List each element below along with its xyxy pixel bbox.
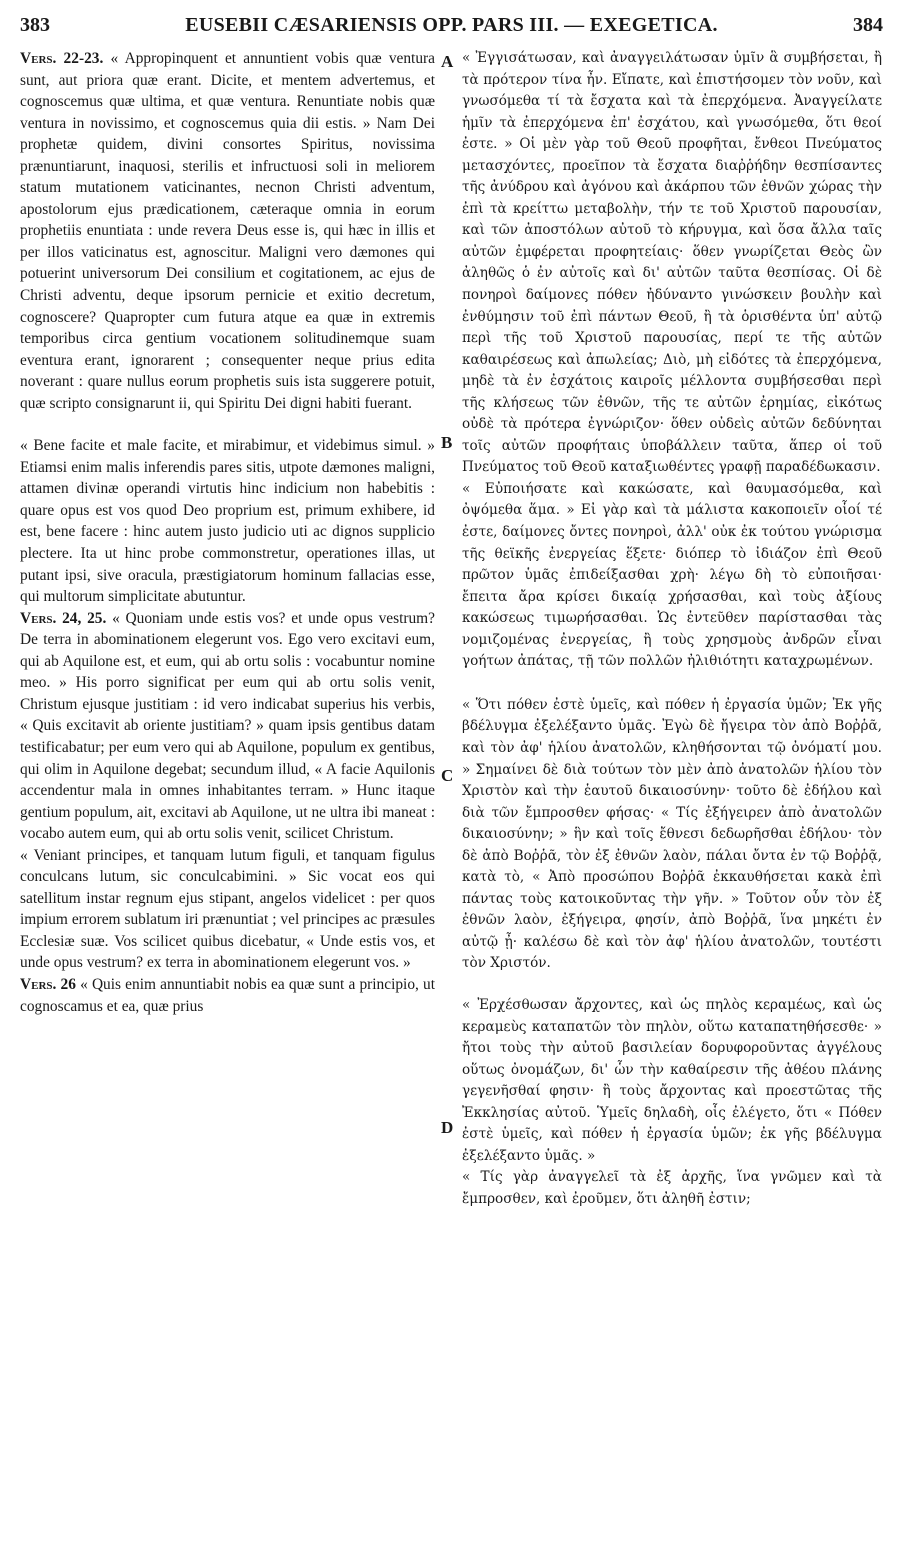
- margin-marker-b: B: [441, 433, 453, 452]
- paragraph-text: « Bene facite et male facite, et mirabimur, et videbimus simul. » Etiamsi enim malis inferendis pares sitis, utpote dæmones maligni, attamen divinæ operandi virtutis hinc indicium non habebitis : quare opus est vos quod Deo proprium est, primum exhibere, id est, bene facere : hinc autem justo judicio uti ac dignos supplicio plectere. Ita ut hinc probe commonstretur, operationes illas, ut putant ipsi, sive oracula, præstigiatorum hominum fallacias esse, qui multorum simplicitate abutuntur.: [20, 437, 435, 606]
- verse-reference: Vers. 22-23.: [20, 50, 104, 67]
- greek-paragraph: « Εὐποιήσατε καὶ κακώσατε, καὶ θαυμασόμεθα, καὶ ὀψόμεθα ἅμα. » Εἰ γὰρ καὶ τὰ μάλιστα κακοποιεῖν οἷοί τέ ἐστε, δαίμονες ὄντες πονηροὶ, ἀλλ' οὐκ ἐκ τούτου γνώρισμα τῆς θεϊκῆς ἐνεργείας ἕξετε· διόπερ τὸ ἰδιάζον ἐπὶ Θεοῦ πρῶτον ὑμᾶς ἐπιδείξασθαι χρὴ· λέγω δὴ τὸ εὐποιῆσαι· ἔπειτα ἄρα κρίσει δικαίᾳ χρήσασθαι, καὶ τοὺς ἀξίους κακώσεως τιμωρήσασθαι. Ὡς ἐντεῦθεν παρίστασθαι τὰς νομιζομένας ἐνεργείας, ἢ τοὺς χρησμοὺς ἀνδρῶν εἶναι γοήτων ἀπάτας, τῇ τῶν πολλῶν ἠλιθιότητι καταχρωμένων.: [462, 480, 882, 670]
- greek-column: [462, 48, 882, 1210]
- page-number-right: 384: [853, 14, 883, 36]
- margin-marker-a: A: [441, 52, 454, 71]
- latin-paragraph: [20, 608, 435, 845]
- latin-paragraph: [20, 974, 435, 1017]
- running-title: EUSEBII CÆSARIENSIS OPP. PARS III. — EXEGETICA.: [185, 14, 718, 36]
- greek-paragraph: « Τίς γὰρ ἀναγγελεῖ τὰ ἐξ ἀρχῆς, ἵνα γνῶμεν καὶ τὰ ἔμπροσθεν, καὶ ἐροῦμεν, ὅτι ἀληθῆ ἐστιν;: [462, 1169, 882, 1207]
- latin-paragraph: [20, 435, 435, 607]
- page-number-left: 383: [20, 14, 50, 36]
- paragraph-text: « Quis enim annuntiabit nobis ea quæ sunt a principio, ut cognoscamus et ea, quæ prius: [20, 975, 435, 1015]
- verse-reference: Vers. 26: [20, 975, 76, 993]
- margin-marker-d: D: [441, 1118, 454, 1137]
- margin-marker-c: C: [441, 766, 454, 785]
- page-header: [20, 14, 883, 38]
- latin-paragraph: [20, 845, 435, 974]
- paragraph-text: « Veniant principes, et tanquam lutum figuli, et tanquam figulus conculcans lutum, sic conculcabimini. » Sic vocat eos qui satellitum instar regnum ejus stipant, angelos videlicet : per quos impium errorem sublatum iri prænuntiat ; vel principes ac præsules Ecclesiæ suæ. Vos scilicet quibus dicebatur, « Unde estis vos, et unde opus vestrum? ex terra in abominationem elegerunt vos. »: [20, 846, 435, 972]
- latin-paragraph: [20, 48, 435, 414]
- verse-reference: Vers. 24, 25.: [20, 609, 107, 627]
- paragraph-text: « Appropinquent et annuntient vobis quæ ventura sunt, aut priora quæ erant. Dicite, et mentem advertemus, et cognoscemus quæ ultima, et quæ ventura. Renuntiate nobis quæ ventura in novissimo, et cognoscemus quia dii estis. » Nam Dei prophetæ quidem, divini consortes Spiritus, novissima prænuntiarunt, inaquosi, sterilis et infructuosi soli in meliorem statum mutationem vaticinantes, necnon Christi adventum, apostolorum ejus prædicationem, cæteraque omnia in eorum prophetiis enuntiata : unde revera Deus esse is, qui hæc in illis et per illos vaticinatus est, agnoscitur. Maligni vero dæmones qui potuerint universorum Dei consilium et cogitationem, ac ejus de Christi adventu, deque ipsorum pernicie et exitio decretum, cognoscere? Quapropter cum futura atque ea quæ in extremis temporibus circa gentium vocationem solitudinemque suam eventura erant, ignorarent ; consequenter neque prius edita noverant : quare nullus eorum prophetis suis ista suggerere potuit, quæ scripto consignarunt ii, qui Spiritu Dei digni habiti fuerant.: [20, 50, 435, 412]
- latin-column: [20, 48, 435, 1017]
- greek-paragraph: « Ἐρχέσθωσαν ἄρχοντες, καὶ ὡς πηλὸς κεραμέως, καὶ ὡς κεραμεὺς καταπατῶν τὸν πηλὸν, οὕτω καταπατηθήσεσθε· » ἤτοι τοὺς τὴν αὐτοῦ βασιλείαν δορυφοροῦντας ἀγγέλους οὕτως ὀνομάζων, δι' ὧν τὴν καθαίρεσιν τῆς ἀθέου πλάνης γεγενῆσθαί φησιν· ἢ τοὺς ἄρχοντας καὶ προεστῶτας τῆς Ἐκκλησίας αὐτοῦ. Ὑμεῖς δηλαδὴ, οἷς ἐλέγετο, ὅτι « Πόθεν ἐστὲ ὑμεῖς, καὶ πόθεν ἡ ἐργασία ὑμῶν; ἐκ γῆς βδέλυγμα ἐξελέξαντο ὑμᾶς. »: [462, 996, 882, 1164]
- greek-paragraph: « Ἐγγισάτωσαν, καὶ ἀναγγειλάτωσαν ὑμῖν ἃ συμβήσεται, ἢ τὰ πρότερον τίνα ἦν. Εἴπατε, καὶ ἐπιστήσομεν τὸν νοῦν, καὶ γνωσόμεθα τί τὰ ἔσχατα καὶ τὰ ἐπερχόμενα. Ἀναγγείλατε ἡμῖν τὰ ἐπερχόμενα ἐπ' ἐσχάτου, καὶ γνωσόμεθα, ὅτι θεοί ἐστε. » Οἱ μὲν γὰρ τοῦ Θεοῦ προφῆται, ἔνθεοι Πνεύματος μετασχόντες, προεῖπον τὰ ἔσχατα διαῤῥήδην θεσπίσαντες τῆς ἀνύδρου καὶ ἀγόνου καὶ ἀκάρπου τῶν ἐθνῶν χώρας τὴν ἐπὶ τὰ κρείττω μεταβολὴν, τήν τε τοῦ Χριστοῦ παρουσίαν, καὶ τῶν ἀποστόλων αὐτοῦ τὸ κήρυγμα, καὶ ὅσα ἄλλα ταῖς αὐτῶν ἐμφέρεται προφητείαις· ὅθεν γνωρίζεται Θεὸς ὢν ἀληθῶς ὁ ἐν αὐτοῖς καὶ δι' αὐτῶν ταῦτα θεσπίσας. Οἱ δὲ πονηροὶ δαίμονες πόθεν ἠδύναντο γινώσκειν βουλὴν καὶ ἐνθύμησιν τοῦ ἐπὶ πάντων Θεοῦ, ἢ τὰ ὁρισθέντα ὑπ' αὐτῷ περὶ τῆς τοῦ Χριστοῦ παρουσίας, περί τε τῆς αὐτῶν καθαιρέσεως καὶ ἀπωλείας; Διὸ, μὴ εἰδότες τὰ ἐπερχόμενα, μηδὲ τὰ ἐν ἐσχάτοις καιροῖς μέλλοντα συμβήσεσθαι περὶ τῆς κλήσεως τῶν ἐθνῶν, τῆς τε αὐτῶν ἐρημίας, εἰκότως οὐδὲ τὰ πρότερα ἐγνώριζον· ὅθεν οὐδεὶς αὐτῶν δεδύνηται τοῖς αὐτῶν προφήταις ὑποβάλλειν ταῦτα, ἅπερ οἱ τοῦ Πνεύματος τοῦ Θεοῦ καταξιωθέντες γραφῇ παραδέδωκασιν.: [462, 50, 882, 476]
- paragraph-text: « Quoniam unde estis vos? et unde opus vestrum? De terra in abominationem elegerunt vos. Ego vero excitavi eum, qui ab Aquilone est, et eum, qui ab ortu solis : vocabuntur nomine meo. » His porro significat per eum qui ab ortu solis venit, Christum ejusque justitiam : id vero indicabat superius his verbis, « Quis excitavit ab oriente justitiam? » quam ipsis gentibus datam testificabatur; per eum vero qui ab Aquilone, populum ex gentibus, qui olim in Aquilone degebat; secundum illud, « A facie Aquilonis accendentur mala in omnes inhabitantes terram. » Hunc itaque gentium populum, ait, excitavi ab Aquilone, ut ne ultra ibi maneat : vocabo autem eum, qui ab ortu solis venit, scilicet Christum.: [20, 609, 435, 843]
- greek-paragraph: « Ὅτι πόθεν ἐστὲ ὑμεῖς, καὶ πόθεν ἡ ἐργασία ὑμῶν; Ἐκ γῆς βδέλυγμα ἐξελέξαντο ὑμᾶς. Ἐγὼ δὲ ἤγειρα τὸν ἀπὸ Βοῤῥᾶ, καὶ τὸν ἀφ' ἡλίου ἀνατολῶν, κληθήσονται τῷ ὀνόματί μου. » Σημαίνει δὲ διὰ τούτων τὸν μὲν ἀπὸ ἀνατολῶν ἡλίου τὸν Χριστὸν καὶ τὴν ἑαυτοῦ δικαιοσύνην· τοῦτο δὲ ἐδήλου καὶ διὰ τῶν ἔμπροσθεν φήσας· « Τίς ἐξήγειρεν ἀπὸ ἀνατολῶν δικαιοσύνην; » ἣν καὶ τοῖς ἔθνεσι δεδωρῆσθαι ἐδήλου· τὸν δὲ ἀπὸ Βοῤῥᾶ, τὸν ἐξ ἐθνῶν λαὸν, πάλαι ὄντα ἐν τῷ Βοῤῥᾷ, κατὰ τὸ, « Ἀπὸ προσώπου Βοῤῥᾶ ἐκκαυθήσεται κακὰ ἐπὶ πάντας τοὺς κατοικοῦντας τὴν γῆν. » Τοῦτον οὖν τὸν ἐξ ἐθνῶν λαὸν, ἐξήγειρα, φησίν, ἀπὸ Βοῤῥᾶ, ἵνα μηκέτι ἐν αὐτῷ ᾖ· καλέσω δὲ καὶ τὸν ἀφ' ἡλίου ἀνατολῶν, τουτέστι τὸν Χριστόν.: [462, 696, 882, 972]
